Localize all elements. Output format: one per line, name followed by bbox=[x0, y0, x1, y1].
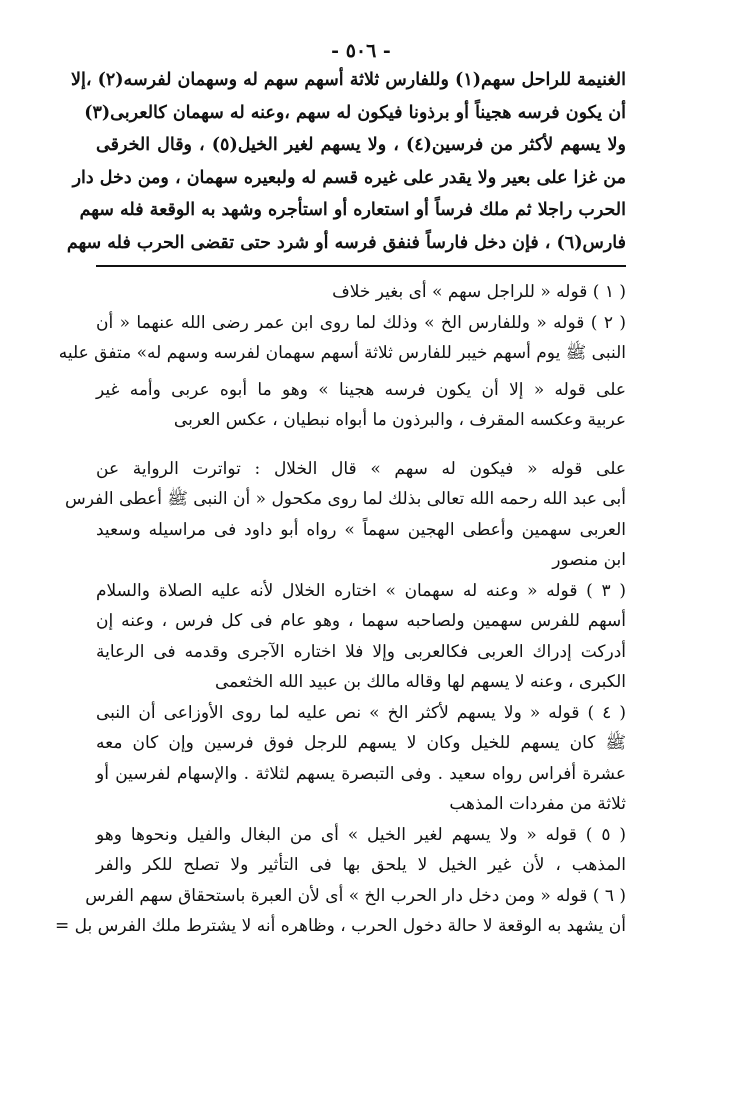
main-line: ولا يسهم لأكثر من فرسين(٤) ، ولا يسهم لغير الخيل(٥) ، وقال الخرقى bbox=[96, 135, 626, 155]
footnote-line: ﷺ كان يسهم للخيل وكان لا يسهم للرجل فوق فرسين وإن كان معه bbox=[96, 733, 626, 753]
footnote-line: العربى سهمين وأعطى الهجين سهماً » رواه أبو داود فى مراسيله وسعيد bbox=[96, 519, 626, 540]
main-line: أن يكون فرسه هجيناً أو برذونا فيكون له سهم ،وعنه له سهمان كالعربى(٣) bbox=[84, 102, 626, 123]
page-number: - ٥٠٦ - bbox=[331, 40, 391, 62]
footnote-divider bbox=[96, 265, 626, 267]
main-text bbox=[66, 64, 626, 259]
footnote-1 bbox=[96, 277, 626, 308]
footnote-line: ( ٥ ) قوله « ولا يسهم لغير الخيل » أى من البغال والفيل ونحوها وهو bbox=[96, 824, 626, 845]
footnote-hajin bbox=[96, 375, 626, 436]
footnote-line: ثلاثة من مفردات المذهب bbox=[449, 794, 626, 814]
footnote-5 bbox=[96, 820, 626, 881]
footnote-line: عربية وعكسه المقرف ، والبرذون ما أبواه نبطيان ، عكس العربى bbox=[173, 410, 626, 430]
main-line: الحرب راجلا ثم ملك فرساً أو استعاره أو استأجره وشهد به الوقعة فله سهم bbox=[79, 200, 626, 220]
footnote-sahm bbox=[64, 454, 626, 576]
footnote-line: أدركت إدراك العربى فكالعربى وإلا فلا اختاره الآجرى وقدمه فى الرعاية bbox=[96, 641, 626, 662]
footnote-line: ( ٦ ) قوله « ومن دخل دار الحرب الخ » أى لأن العبرة باستحقاق سهم الفرس bbox=[85, 885, 626, 906]
footnote-line: أبى عبد الله رحمه الله تعالى بذلك لما روى مكحول « أن النبى ﷺ أعطى الفرس bbox=[64, 489, 626, 509]
footnote-line: النبى ﷺ يوم أسهم خيبر للفارس ثلاثة أسهم سهمان لفرسه وسهم له» متفق عليه bbox=[58, 343, 626, 363]
footnote-line: ( ٤ ) قوله « ولا يسهم لأكثر الخ » نص عليه لما روى الأوزاعى أن النبى bbox=[96, 702, 626, 723]
footnote-line: المذهب ، لأن غير الخيل لا يلحق بها فى التأثير ولا تصلح للكر والفر bbox=[96, 855, 626, 875]
footnote-line: أسهم للفرس سهمين ولصاحبه سهما ، وهو عام فى كل فرس ، وعنه إن bbox=[96, 611, 626, 631]
footnote-line: ( ٢ ) قوله « وللفارس الخ » وذلك لما روى ابن عمر رضى الله عنهما « أن bbox=[96, 312, 626, 333]
footnote-6 bbox=[54, 881, 626, 942]
footnote-line: عشرة أفراس رواه سعيد . وفى التبصرة يسهم لثلاثة . والإسهام لفرسين أو bbox=[96, 763, 626, 784]
footnote-line: الكبرى ، وعنه لا يسهم لها وقاله مالك بن عبيد الله الخثعمى bbox=[214, 672, 626, 692]
footnote-line: على قوله « إلا أن يكون فرسه هجينا » وهو ما أبوه عربى وأمه غير bbox=[96, 379, 626, 400]
footnote-3 bbox=[96, 576, 626, 698]
main-line: من غزا على بعير ولا يقدر على غيره قسم له ولبعيره سهمان ، ومن دخل دار bbox=[72, 167, 626, 188]
footnote-line: ( ٣ ) قوله « وعنه له سهمان » اختاره الخلال لأنه عليه الصلاة والسلام bbox=[96, 580, 626, 601]
footnote-line: على قوله « فيكون له سهم » قال الخلال : تواترت الرواية عن bbox=[96, 458, 626, 479]
footnotes bbox=[54, 277, 626, 942]
footnote-line: ( ١ ) قوله « للراجل سهم » أى بغير خلاف bbox=[332, 282, 626, 302]
main-line: فارس(٦) ، فإن دخل فارساً فنفق فرسه أو شرد حتى تقضى الحرب فله سهم bbox=[66, 232, 626, 253]
footnote-line: ابن منصور bbox=[552, 550, 626, 570]
footnote-2 bbox=[58, 308, 626, 369]
footnote-4 bbox=[96, 698, 626, 820]
book-page bbox=[54, 38, 626, 942]
main-line: الغنيمة للراحل سهم(١) وللفارس ثلاثة أسهم سهم له وسهمان لفرسه(٢) ،إلا bbox=[71, 70, 626, 90]
footnote-line: أن يشهد به الوقعة لا حالة دخول الحرب ، وظاهره أنه لا يشترط ملك الفرس بل = bbox=[54, 916, 626, 936]
